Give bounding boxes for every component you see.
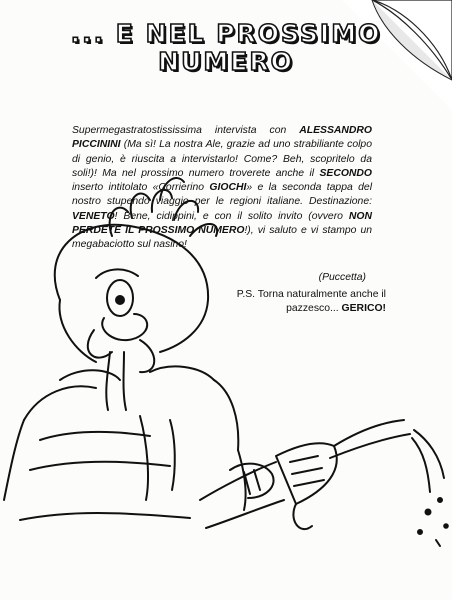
highlight-veneto: VENETO <box>72 210 115 222</box>
text-run: (Ma sì! La nostra Ale, grazie ad uno strabiliante colpo di genio, è riuscita a intervistarlo! Come? Beh, scopritelo da soli!)! Ma nel prossimo numero troverete anche il <box>72 139 372 179</box>
postscript-name: GERICO! <box>341 303 386 315</box>
headline-line-2: NUMERO <box>158 47 294 76</box>
text-run: ! Bene, cidippini, e con il solito invito (ovvero <box>114 210 349 222</box>
highlight-name: ALESSANDRO PICCININI <box>72 125 372 151</box>
text-run: » e la seconda tappa del nostro stupendo viaggio per le regioni italiane. Destinazione: <box>72 182 373 208</box>
text-run: Supermegastratostississima intervista con <box>72 125 300 136</box>
highlight-secondo: SECONDO <box>319 167 372 179</box>
signature: (Puccetta) <box>318 272 366 283</box>
highlight-non-perdete: NON PERDETE IL PROSSIMO NUMERO <box>72 210 372 237</box>
text-run: !), vi saluto e vi stampo un megabaciotto sul nasino! <box>72 225 373 251</box>
postscript-text: P.S. Torna naturalmente anche il pazzesco... <box>236 289 386 315</box>
headline-line-1: ... E NEL PROSSIMO <box>70 19 382 48</box>
text-run: inserto intitolato «Corrierino <box>72 182 210 194</box>
highlight-giochi: GIOCHI <box>209 182 247 194</box>
